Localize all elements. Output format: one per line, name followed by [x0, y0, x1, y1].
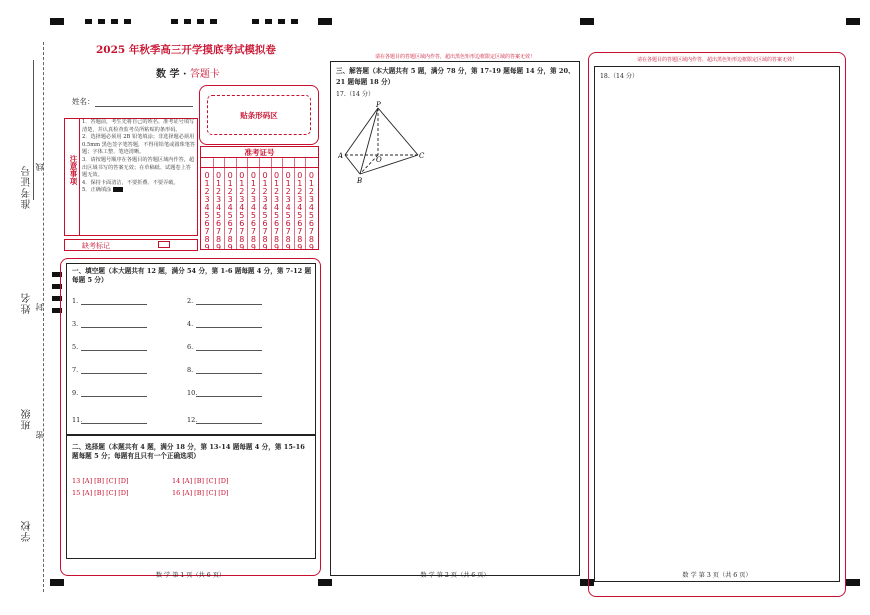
blank-number: 2. [187, 297, 194, 305]
exam-id-bubble[interactable]: 9 [227, 243, 233, 252]
exam-id-bubble[interactable]: 7 [308, 227, 314, 236]
alignment-mark [184, 19, 191, 24]
blank-item[interactable] [72, 366, 147, 374]
pyramid-figure [338, 100, 428, 186]
subject-label: 数 学 [156, 69, 180, 80]
exam-id-bubble[interactable]: 9 [274, 243, 280, 252]
exam-id-bubble[interactable]: 0 [204, 171, 210, 180]
label-b: B [357, 177, 363, 185]
barcode-label: 贴条形码区 [240, 110, 278, 120]
exam-id-bubble[interactable]: 4 [262, 203, 268, 212]
label-c: C [419, 152, 425, 160]
exam-id-bubble[interactable]: 4 [204, 203, 210, 212]
alignment-mark [318, 579, 332, 586]
exam-id-bubble[interactable]: 5 [285, 211, 291, 220]
exam-id-column[interactable] [248, 172, 258, 252]
page-title: 2025 年秋季高三开学摸底考试模拟卷 [96, 44, 276, 56]
correct-fill-sample [113, 187, 123, 192]
blank-number: 4. [187, 320, 194, 328]
exam-id-bubble[interactable]: 0 [239, 171, 245, 180]
blank-answer-line[interactable] [196, 366, 262, 374]
exam-id-bubble[interactable]: 8 [262, 235, 268, 244]
exam-id-bubble[interactable]: 0 [274, 171, 280, 180]
exam-id-column-divider [294, 157, 295, 250]
exam-id-column-divider [271, 157, 272, 250]
name-field[interactable] [72, 96, 193, 107]
exam-id-column[interactable] [225, 172, 235, 252]
alignment-mark [210, 19, 217, 24]
blank-number: 9. [72, 389, 79, 397]
exam-id-bubble[interactable]: 6 [250, 219, 256, 228]
exam-id-bubble[interactable]: 0 [227, 171, 233, 180]
alignment-mark [85, 19, 92, 24]
exam-id-column-divider [224, 157, 225, 250]
side-label-secret: 密 [35, 430, 44, 439]
exam-id-bubble[interactable]: 3 [297, 195, 303, 204]
exam-id-bubble[interactable]: 1 [250, 179, 256, 188]
side-label-name: 姓名 [22, 292, 33, 314]
section3-title: 三、解答题（本大题共有 5 题，满分 78 分，第 17-19 题每题 14 分，第 20、21 题每题 18 分） [336, 67, 575, 86]
exam-id-bubble[interactable]: 1 [204, 179, 210, 188]
label-p: P [376, 101, 381, 109]
exam-id-bubble[interactable]: 3 [274, 195, 280, 204]
blank-number: 1. [72, 297, 79, 305]
notes-list [82, 119, 196, 195]
blank-item[interactable] [187, 297, 262, 305]
absent-label: 缺考标记 [82, 242, 110, 250]
exam-id-column[interactable] [272, 172, 282, 252]
alignment-mark [580, 18, 594, 25]
exam-id-bubble[interactable]: 2 [204, 187, 210, 196]
blank-number: 5. [72, 343, 79, 351]
exam-id-bubble[interactable]: 2 [239, 187, 245, 196]
exam-id-bubble[interactable]: 0 [297, 171, 303, 180]
exam-id-bubble[interactable]: 2 [285, 187, 291, 196]
blank-number: 12. [187, 416, 198, 424]
page2-warning: 请在各题目的答题区域内作答，超出黑色矩形边框限定区域的答案无效！ [374, 54, 535, 60]
exam-id-bubble[interactable]: 5 [297, 211, 303, 220]
exam-id-bubble[interactable]: 5 [274, 211, 280, 220]
alignment-mark [171, 19, 178, 24]
exam-id-column[interactable] [202, 172, 212, 252]
page3-warning: 请在各题目的答题区域内作答，超出黑色矩形边框限定区域的答案无效！ [636, 57, 797, 63]
side-label-exam-no: 准考证号 [22, 165, 33, 209]
side-label-class: 班级 [22, 408, 33, 430]
exam-id-bubble[interactable]: 4 [227, 203, 233, 212]
exam-id-bubble[interactable]: 9 [239, 243, 245, 252]
notes-divider [79, 118, 80, 236]
section1-title: 一、填空题（本大题共有 12 题，满分 54 分，第 1-6 题每题 4 分，第 7-12 题每题 5 分） [72, 267, 312, 284]
blank-answer-line[interactable] [196, 416, 262, 424]
exam-id-label: 准考证号 [244, 148, 275, 157]
blank-number: 10. [187, 389, 198, 397]
exam-id-column-divider [305, 157, 306, 250]
alignment-mark [50, 579, 64, 586]
label-a: A [338, 152, 344, 160]
binding-dash-line [43, 42, 44, 592]
blank-item[interactable] [187, 343, 262, 351]
exam-id-bubble[interactable]: 7 [227, 227, 233, 236]
exam-id-bubble[interactable]: 6 [308, 219, 314, 228]
blank-number: 8. [187, 366, 194, 374]
blank-item[interactable] [187, 416, 262, 424]
exam-id-bubble[interactable]: 3 [285, 195, 291, 204]
exam-id-bubble[interactable]: 9 [250, 243, 256, 252]
exam-id-column-divider [213, 157, 214, 250]
exam-id-bubble[interactable]: 4 [308, 203, 314, 212]
exam-id-bubble[interactable]: 8 [227, 235, 233, 244]
alignment-mark [278, 19, 285, 24]
edge-pa [345, 108, 378, 155]
exam-id-bubble[interactable]: 3 [216, 195, 222, 204]
exam-id-bubble[interactable]: 8 [297, 235, 303, 244]
q18-label: 18.（14 分） [600, 73, 639, 80]
alignment-mark [318, 18, 332, 25]
exam-id-column[interactable] [283, 172, 293, 252]
alignment-mark [846, 579, 860, 586]
blank-answer-line[interactable] [81, 343, 147, 351]
blank-answer-line[interactable] [196, 389, 262, 397]
blank-answer-line[interactable] [81, 320, 147, 328]
exam-id-bubble[interactable]: 7 [216, 227, 222, 236]
choice-q14[interactable]: 14 [A] [B] [C] [D] [172, 477, 229, 485]
side-label-line: 线 [35, 162, 44, 171]
exam-id-bubble[interactable]: 7 [285, 227, 291, 236]
choice-q13[interactable]: 13 [A] [B] [C] [D] [72, 477, 129, 485]
exam-id-bubble[interactable]: 4 [216, 203, 222, 212]
exam-id-bubble[interactable]: 4 [285, 203, 291, 212]
exam-id-bubble[interactable]: 3 [262, 195, 268, 204]
exam-id-bubble[interactable]: 8 [285, 235, 291, 244]
exam-id-bubble[interactable]: 9 [285, 243, 291, 252]
name-underline [95, 99, 193, 107]
exam-id-bubble[interactable]: 4 [297, 203, 303, 212]
blank-answer-line[interactable] [81, 366, 147, 374]
exam-id-bubble[interactable]: 3 [250, 195, 256, 204]
subtitle-dot: · [182, 69, 187, 80]
exam-id-bubble[interactable]: 7 [239, 227, 245, 236]
name-label: 姓名： [72, 97, 95, 106]
exam-id-bubble[interactable]: 9 [204, 243, 210, 252]
exam-id-bubble[interactable]: 5 [239, 211, 245, 220]
alignment-mark [291, 19, 298, 24]
exam-id-bubble[interactable]: 7 [204, 227, 210, 236]
note-item: 3．请按题号顺序在各题目的答题区域内作答，超出区域书写的答案无效；在草稿纸、试题卷上答题无效。 [82, 156, 195, 179]
alignment-mark [846, 18, 860, 25]
blank-answer-line[interactable] [196, 320, 262, 328]
page3-answer-box [594, 66, 840, 582]
exam-id-column[interactable] [306, 172, 316, 252]
exam-id-bubble[interactable]: 2 [262, 187, 268, 196]
exam-id-bubble[interactable]: 0 [308, 171, 314, 180]
blank-answer-line[interactable] [81, 416, 147, 424]
notes-title: 注意事项 [69, 155, 78, 185]
alignment-mark [50, 18, 64, 25]
blank-number: 7. [72, 366, 79, 374]
blank-item[interactable] [72, 297, 147, 305]
side-label-school: 学校 [22, 520, 33, 542]
exam-id-bubble[interactable]: 8 [239, 235, 245, 244]
exam-id-bubble[interactable]: 1 [297, 179, 303, 188]
page-subtitle [156, 65, 220, 80]
exam-id-column-divider [282, 157, 283, 250]
alignment-mark [124, 19, 131, 24]
exam-id-bubble[interactable]: 7 [274, 227, 280, 236]
section2-title: 二、选择题（本题共有 4 题，满分 18 分，第 13-14 题每题 4 分，第 15-16 题每题 5 分；每题有且只有一个正确选项） [72, 443, 305, 460]
alignment-mark [98, 19, 105, 24]
blank-number: 6. [187, 343, 194, 351]
alignment-mark [252, 19, 259, 24]
blank-answer-line[interactable] [81, 389, 147, 397]
exam-id-bubble[interactable]: 0 [285, 171, 291, 180]
exam-id-bubble[interactable]: 0 [262, 171, 268, 180]
note-item: 5．正确填涂 [82, 187, 196, 195]
exam-id-bubble[interactable]: 4 [274, 203, 280, 212]
absent-checkbox[interactable] [158, 241, 170, 248]
exam-id-bubble[interactable]: 3 [308, 195, 314, 204]
label-o: O [376, 156, 382, 164]
blank-item[interactable] [72, 320, 147, 328]
exam-id-bubble[interactable]: 2 [250, 187, 256, 196]
blank-item[interactable] [72, 416, 147, 424]
choice-q15[interactable]: 15 [A] [B] [C] [D] [72, 489, 129, 497]
exam-id-bubble[interactable]: 4 [239, 203, 245, 212]
page1-footer: 数 学 第 1 页（共 6 页） [155, 572, 226, 579]
exam-id-bubble[interactable]: 9 [297, 243, 303, 252]
exam-id-bubble[interactable]: 6 [227, 219, 233, 228]
exam-id-bubble[interactable]: 5 [308, 211, 314, 220]
exam-id-bubble[interactable]: 6 [285, 219, 291, 228]
exam-id-bubble[interactable]: 7 [250, 227, 256, 236]
exam-id-bubble[interactable]: 9 [262, 243, 268, 252]
exam-id-bubble[interactable]: 1 [239, 179, 245, 188]
exam-id-bubble[interactable]: 4 [250, 203, 256, 212]
exam-id-bubble[interactable]: 2 [216, 187, 222, 196]
exam-id-column-divider [236, 157, 237, 250]
blank-item[interactable] [72, 343, 147, 351]
blank-number: 11. [72, 416, 83, 424]
exam-id-bubble[interactable]: 2 [227, 187, 233, 196]
blank-number: 3. [72, 320, 79, 328]
note-item: 2．选择题必须用 2B 铅笔填涂；非选择题必须用 0.5mm 黑色签字笔答题，不得用铅笔或圆珠笔答题；字体工整、笔迹清晰。 [82, 134, 196, 156]
exam-id-bubble[interactable]: 8 [250, 235, 256, 244]
edge-pc [378, 108, 418, 155]
exam-id-bubble[interactable]: 8 [204, 235, 210, 244]
exam-id-bubble[interactable]: 8 [274, 235, 280, 244]
edge-bc [360, 155, 418, 174]
exam-id-bubble[interactable]: 9 [216, 243, 222, 252]
exam-id-bubble[interactable]: 5 [227, 211, 233, 220]
exam-id-bubble[interactable]: 5 [216, 211, 222, 220]
blank-item[interactable] [72, 389, 147, 397]
exam-id-bubble[interactable]: 3 [227, 195, 233, 204]
blank-answer-line[interactable] [81, 297, 147, 305]
exam-id-bubble[interactable]: 6 [297, 219, 303, 228]
note-item: 1．答题前，考生先将自己的姓名、准考证号填写清楚，并认真检查监考员所粘贴的条形码。 [82, 119, 195, 133]
exam-id-column[interactable] [260, 172, 270, 252]
alignment-mark [197, 19, 204, 24]
exam-id-column[interactable] [237, 172, 247, 252]
exam-id-bubble[interactable]: 5 [250, 211, 256, 220]
exam-id-bubble[interactable]: 6 [204, 219, 210, 228]
exam-id-bubble[interactable]: 1 [308, 179, 314, 188]
note-item: 4．保持卡面清洁，不要折叠、不要弄破。 [82, 179, 179, 186]
alignment-mark [111, 19, 118, 24]
blank-item[interactable] [187, 389, 262, 397]
exam-id-bubble[interactable]: 0 [250, 171, 256, 180]
exam-id-bubble[interactable]: 3 [239, 195, 245, 204]
blank-item[interactable] [187, 366, 262, 374]
blank-item[interactable] [187, 320, 262, 328]
exam-id-column-divider [247, 157, 248, 250]
alignment-mark [265, 19, 272, 24]
exam-id-bubble[interactable]: 1 [216, 179, 222, 188]
exam-id-bubble[interactable]: 5 [204, 211, 210, 220]
exam-id-bubble[interactable]: 3 [204, 195, 210, 204]
exam-id-bubble[interactable]: 6 [239, 219, 245, 228]
exam-id-bubble[interactable]: 1 [285, 179, 291, 188]
blank-answer-line[interactable] [196, 297, 262, 305]
exam-id-bubble[interactable]: 6 [274, 219, 280, 228]
exam-id-bubble[interactable]: 8 [216, 235, 222, 244]
exam-id-bubble[interactable]: 7 [297, 227, 303, 236]
answer-card-label: 答题卡 [189, 69, 220, 80]
edge-ab [345, 155, 360, 174]
exam-id-bubble[interactable]: 1 [262, 179, 268, 188]
exam-id-bubble[interactable]: 1 [227, 179, 233, 188]
exam-id-bubble[interactable]: 0 [216, 171, 222, 180]
choice-q16[interactable]: 16 [A] [B] [C] [D] [172, 489, 229, 497]
exam-id-column-divider [259, 157, 260, 250]
page3-footer: 数 学 第 3 页（共 6 页） [682, 572, 752, 579]
exam-id-bubble[interactable]: 2 [308, 187, 314, 196]
exam-id-bubble[interactable]: 8 [308, 235, 314, 244]
exam-id-bubble[interactable]: 7 [262, 227, 268, 236]
exam-id-bubble[interactable]: 2 [297, 187, 303, 196]
side-label-seal: 封 [35, 302, 44, 311]
exam-id-bubble[interactable]: 1 [274, 179, 280, 188]
exam-id-bubble[interactable]: 2 [274, 187, 280, 196]
blank-answer-line[interactable] [196, 343, 262, 351]
exam-id-bubble[interactable]: 6 [216, 219, 222, 228]
exam-id-bubble[interactable]: 9 [308, 243, 314, 252]
q17-label: 17.（14 分） [336, 91, 375, 98]
exam-id-bubble[interactable]: 6 [262, 219, 268, 228]
barcode-area [207, 95, 311, 135]
page2-footer: 数 学 第 2 页（共 6 页） [420, 572, 490, 579]
exam-id-column[interactable] [214, 172, 224, 252]
exam-id-bubble[interactable]: 5 [262, 211, 268, 220]
exam-id-column[interactable] [295, 172, 305, 252]
